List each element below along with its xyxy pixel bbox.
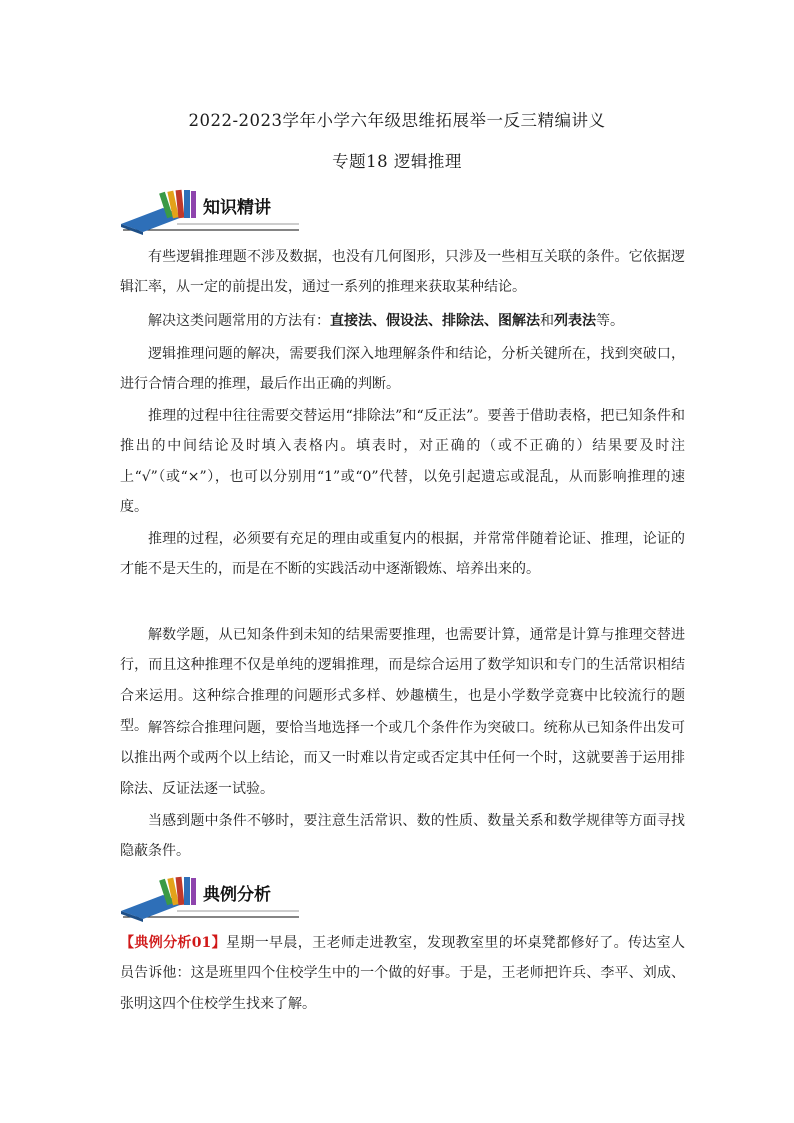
paragraph-5: 推理的过程，必须要有充足的理由或重复内的根据，并常常伴随着论证、推理，论证的才能不是天生的，而是在不断的实践活动中逐渐锻炼、培养出来的。: [120, 531, 685, 578]
method-table: 列表法: [554, 313, 596, 329]
method-exclude: 排除法: [442, 313, 484, 329]
method-separator: 、: [428, 313, 442, 329]
paragraph-6: 解数学题，从已知条件到未知的结果需要推理，也需要计算，通常是计算与推理交替进行，而且这种推理不仅是单纯的逻辑推理，而是综合运用了数学知识和专门的生活常识相结合来运用。这种综合推理的问题形式多样、妙趣横生，也是小学数学竞赛中比较流行的题型。: [120, 627, 685, 734]
example-01: [120, 928, 685, 1019]
section-header-knowledge: [117, 186, 307, 236]
example-label: 【典例分析01】: [120, 935, 226, 951]
method-separator: 、: [484, 313, 498, 329]
paragraph-2-tail: 等。: [596, 313, 624, 329]
paragraph-4: 推理的过程中往往需要交替运用“排除法”和“反正法”。要善于借助表格，把已知条件和推出的中间结论及时填入表格内。填表时，对正确的（或不正确的）结果要及时注上“√”（或“×”），也可以分别用“1”或“0”代替，以免引起遗忘或混乱，从而影响推理的速度。: [120, 408, 685, 515]
example-text: 星期一早晨，王老师走进教室，发现教室里的坏桌凳都修好了。传达室人员告诉他：这是班里四个住校学生中的一个做的好事。于是，王老师把许兵、李平、刘成、张明这四个住校学生找来了解。: [120, 935, 686, 1012]
section-label-knowledge: 知识精讲: [203, 198, 271, 218]
method-direct: 直接法: [330, 313, 372, 329]
method-separator: 、: [372, 313, 386, 329]
paragraph-2: [120, 306, 685, 336]
paragraph-7: 解答综合推理问题，要恰当地选择一个或几个条件作为突破口。统称从已知条件出发可以推出两个或两个以上结论，而又一时难以肯定或否定其中任何一个时，这就要善于运用排除法、反证法逐一试验。: [120, 720, 685, 797]
paragraph-8: 当感到题中条件不够时，要注意生活常识、数的性质、数量关系和数学规律等方面寻找隐蔽条件。: [120, 813, 685, 860]
paragraph-1: 有些逻辑推理题不涉及数据，也没有几何图形，只涉及一些相互关联的条件。它依据逻辑汇率，从一定的前提出发，通过一系列的推理来获取某种结论。: [120, 249, 685, 296]
method-and: 和: [540, 313, 554, 329]
paragraph-2-lead: 解决这类问题常用的方法有：: [148, 313, 330, 329]
document-subtitle: 专题18 逻辑推理: [332, 152, 462, 171]
method-diagram: 图解法: [498, 313, 540, 329]
paragraph-3: 逻辑推理问题的解决，需要我们深入地理解条件和结论，分析关键所在，找到突破口，进行合情合理的推理，最后作出正确的判断。: [120, 346, 685, 393]
section-header-examples: [117, 873, 307, 923]
document-title: 2022-2023学年小学六年级思维拓展举一反三精编讲义: [188, 111, 606, 130]
section-label-examples: 典例分析: [203, 885, 271, 905]
method-assume: 假设法: [386, 313, 428, 329]
